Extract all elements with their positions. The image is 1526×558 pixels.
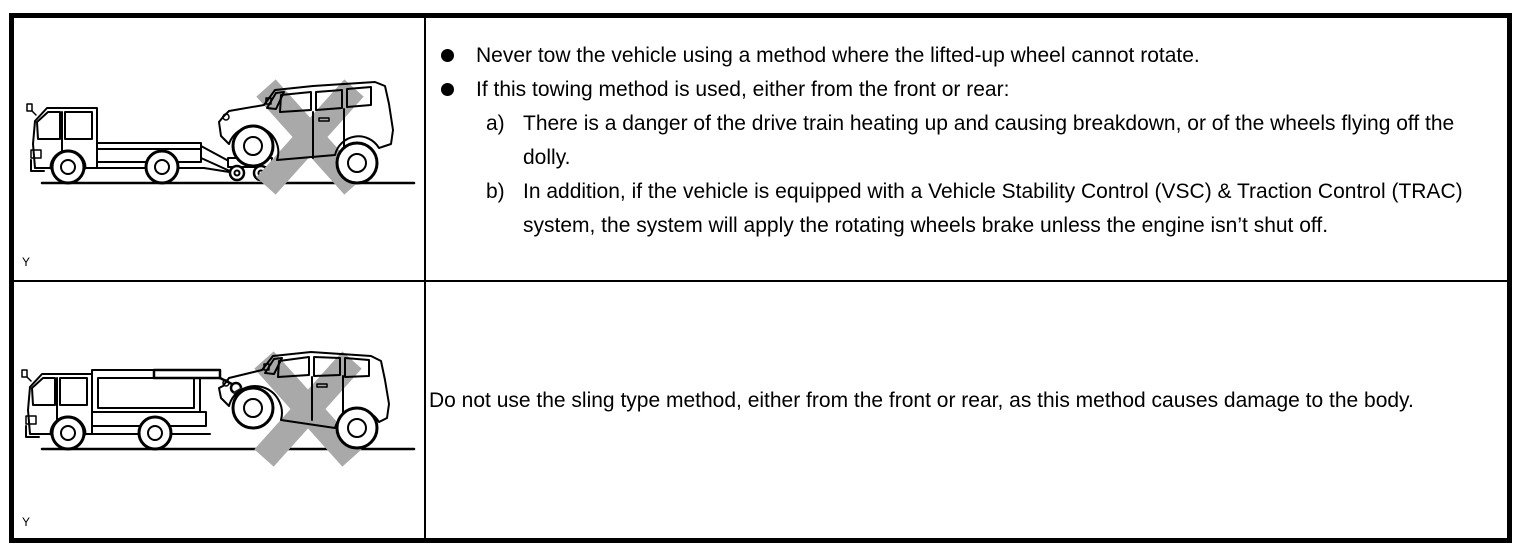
warning-text: Never tow the vehicle using a method where the lifted-up wheel cannot rotate. xyxy=(476,44,1200,67)
bullet-icon xyxy=(441,49,454,62)
tow-truck-flatbed xyxy=(27,104,242,183)
towing-caution-table xyxy=(9,13,1512,543)
figure-mark: Y xyxy=(22,255,31,269)
sling-towing-prohibited-illustration xyxy=(14,282,426,536)
subitem-text: In addition, if the vehicle is equipped with a Vehicle Stability Control (VSC) & Traction Control (TRAC) system, the system will apply the rotating wheels brake unless the engine isn’t shut off. xyxy=(523,180,1463,237)
warning-text-cell xyxy=(426,282,1507,538)
list-item xyxy=(441,73,1495,107)
figure-mark: Y xyxy=(22,515,31,529)
table-row-dolly-towing xyxy=(14,18,1507,282)
table-row-sling-towing xyxy=(14,282,1507,538)
list-subitem-b xyxy=(486,175,1495,243)
subitem-label: a) xyxy=(486,112,505,135)
dolly-towing-prohibited-illustration xyxy=(14,18,426,282)
list-subitem-a xyxy=(486,107,1495,175)
list-item xyxy=(441,39,1495,73)
illustration-cell-sling xyxy=(14,282,426,538)
illustration-cell-dolly xyxy=(14,18,426,280)
warning-text: Do not use the sling type method, either from the front or rear, as this method causes damage to the body. xyxy=(429,389,1414,412)
bullet-icon xyxy=(441,83,454,96)
warning-text-cell xyxy=(426,18,1507,280)
subitem-text: There is a danger of the drive train heating up and causing breakdown, or of the wheels flying off the dolly. xyxy=(523,112,1455,169)
warning-list xyxy=(426,18,1507,243)
warning-note xyxy=(426,282,1507,418)
subitem-label: b) xyxy=(486,180,505,203)
tow-truck-sling xyxy=(22,370,248,449)
warning-text: If this towing method is used, either from the front or rear: xyxy=(476,78,1010,101)
